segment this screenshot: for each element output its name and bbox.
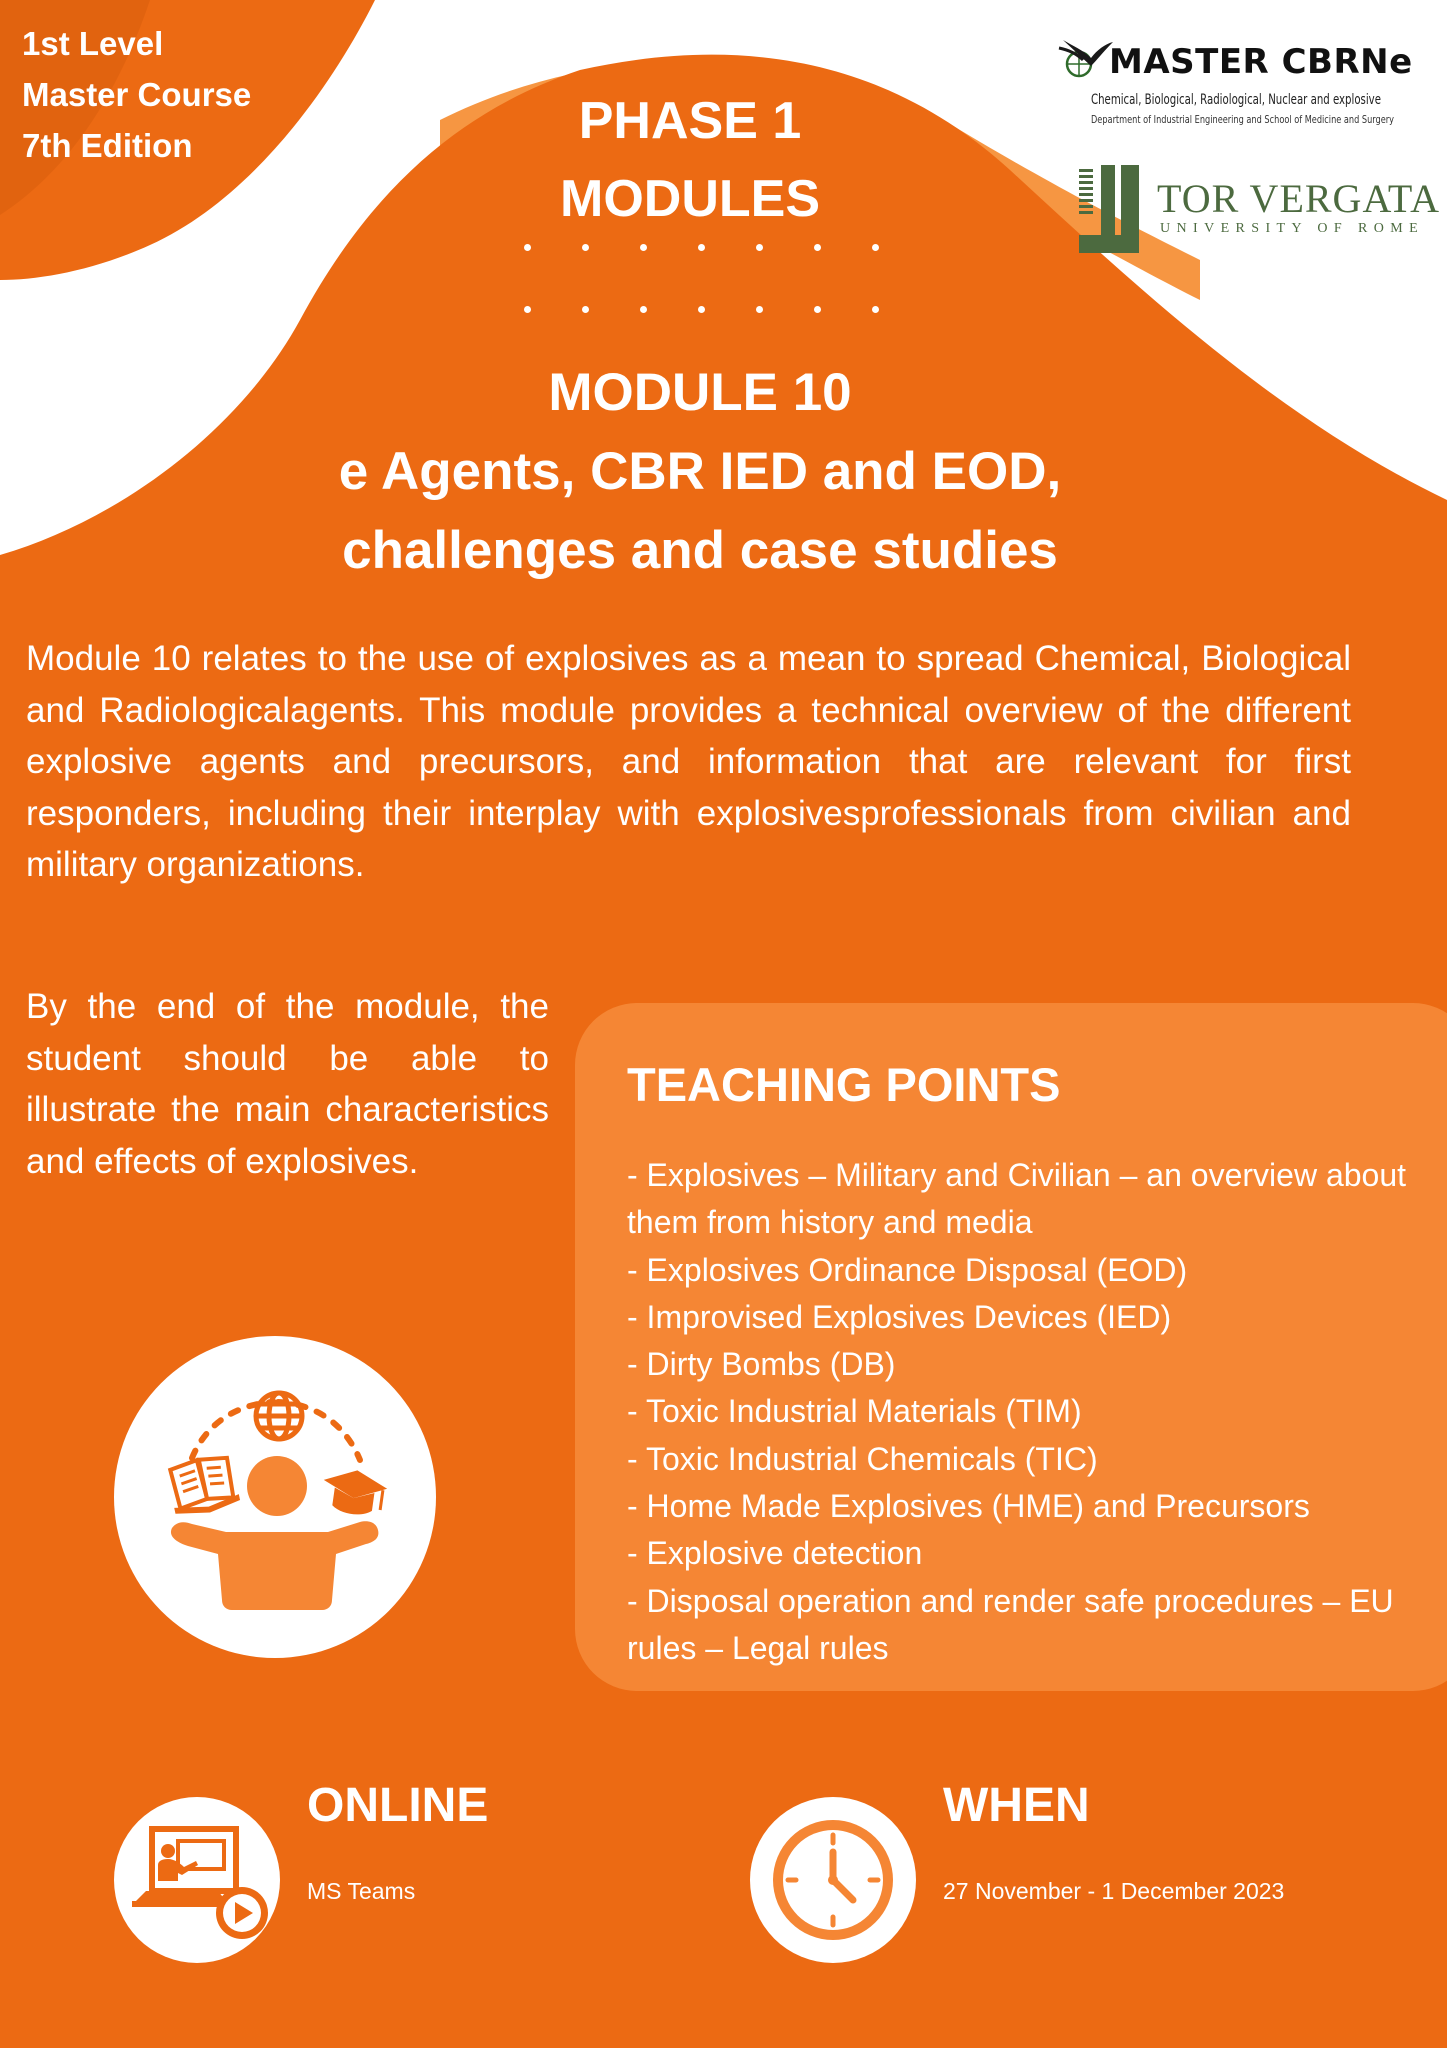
teaching-points-title: TEACHING POINTS	[627, 1058, 1061, 1111]
master-cbrne-department: Department of Industrial Engineering and School of Medicine and Surgery	[1091, 114, 1394, 126]
list-item: - Dirty Bombs (DB)	[627, 1346, 896, 1383]
course-line-edition: 7th Edition	[22, 127, 193, 164]
module-title	[200, 353, 1200, 590]
tor-vergata-logo	[1077, 165, 1441, 255]
when-detail: 27 November - 1 December 2023	[943, 1878, 1285, 1904]
module-title-line: e Agents, CBR IED and EOD,	[338, 442, 1062, 501]
tor-vergata-subtitle: UNIVERSITY OF ROME	[1160, 221, 1425, 236]
course-label	[22, 18, 251, 171]
decorative-dots-row	[510, 244, 890, 256]
course-line-level: 1st Level	[22, 25, 164, 62]
module-number: MODULE 10	[548, 363, 852, 422]
online-detail: MS Teams	[307, 1878, 416, 1904]
list-item: - Toxic Industrial Chemicals (TIC)	[627, 1440, 1098, 1477]
course-line-type: Master Course	[22, 76, 252, 113]
list-item: - Explosive detection	[627, 1535, 923, 1572]
tor-vergata-emblem-icon	[1077, 165, 1141, 255]
decorative-dots-row	[510, 306, 890, 318]
list-item: - Explosives – Military and Civilian – an overview about them from history and media	[627, 1157, 1407, 1241]
list-item: - Improvised Explosives Devices (IED)	[627, 1298, 1172, 1335]
list-item: - Home Made Explosives (HME) and Precursors	[627, 1488, 1310, 1525]
master-cbrne-name: MASTER CBRNe	[1109, 42, 1413, 82]
master-cbrne-subtitle: Chemical, Biological, Radiological, Nuclear and explosive	[1091, 92, 1381, 108]
module-title-line: challenges and case studies	[342, 521, 1058, 580]
when-title: WHEN	[943, 1779, 1090, 1832]
eagle-globe-icon	[1057, 30, 1113, 90]
teaching-points-list	[627, 1152, 1447, 1672]
online-title: ONLINE	[307, 1779, 489, 1832]
tor-vergata-name: TOR VERGATA	[1157, 176, 1441, 221]
phase-heading	[420, 82, 960, 238]
list-item: - Disposal operation and render safe procedures – EU rules – Legal rules	[627, 1582, 1394, 1666]
phase-line: PHASE 1	[578, 92, 802, 150]
list-item: - Toxic Industrial Materials (TIM)	[627, 1393, 1082, 1430]
list-item: - Explosives Ordinance Disposal (EOD)	[627, 1251, 1188, 1288]
student-learning-icon	[114, 1336, 436, 1658]
online-lesson-icon	[114, 1797, 280, 1963]
modules-line: MODULES	[560, 170, 820, 228]
clock-icon	[750, 1797, 916, 1963]
master-cbrne-logo	[1057, 30, 1432, 132]
learning-outcome: By the end of the module, the student should be able to illustrate the main characteristics and effects of explosives.	[26, 987, 549, 1181]
module-description: Module 10 relates to the use of explosives as a mean to spread Chemical, Biological and Radiologicalagents. This module provides a technical overview of the different explosive agents and precursors, and information that are relevant for first responders, including their interplay with explosivesprofessionals from civilian and military organizations.	[26, 639, 1351, 884]
